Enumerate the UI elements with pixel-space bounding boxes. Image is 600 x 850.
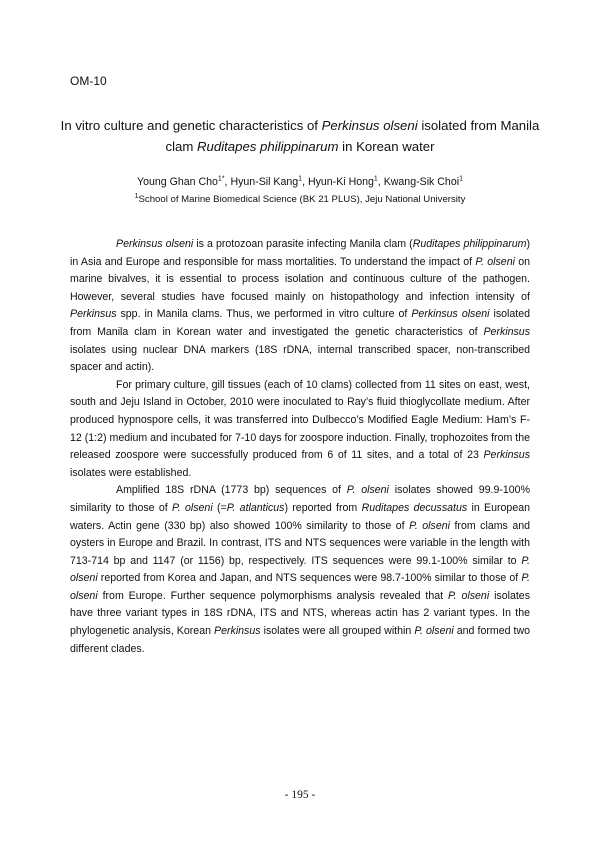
- paragraph-text: spp. in Manila clams. Thus, we performed in vitro culture of: [116, 308, 412, 321]
- title-text: isolated from Manila: [417, 118, 540, 133]
- paragraph-text: isolates showed 99.9-100% similarity to those of: [70, 484, 530, 514]
- italic-term: Perkinsus olseni: [411, 308, 490, 321]
- paragraph-text: from clams and oysters in Europe and Brazil. In contrast, ITS and NTS sequences were variable in the length with 713-714 bp and 1147 (or 1156) bp, respectively. ITS sequences were 99.1-100% similar to: [70, 519, 531, 567]
- page-number: - 195 -: [284, 789, 316, 801]
- paragraph-text: isolates using nuclear DNA markers (18S rDNA, internal transcribed spacer, non-transcribed spacer and actin).: [70, 343, 530, 374]
- author-affiliation-mark: 1*: [217, 175, 225, 183]
- title-text: in Korean water: [338, 139, 435, 154]
- author-affiliation-mark: 1: [373, 175, 378, 183]
- italic-term: P. olseni: [409, 519, 450, 532]
- author-name: Hyun-Sil Kang: [230, 176, 299, 188]
- italic-term: Perkinsus: [483, 325, 530, 338]
- author-affiliation-mark: 1: [459, 175, 463, 183]
- title-text: In vitro culture and genetic characteristics of: [60, 118, 322, 133]
- paragraph-text: and formed two different clades.: [70, 625, 531, 655]
- italic-term: Perkinsus: [214, 625, 261, 638]
- italic-term: Perkinsus: [483, 449, 530, 462]
- italic-term: P. atlanticus: [226, 501, 285, 514]
- paragraph-text: For primary culture, gill tissues (each of 10 clams) collected from 11 sites on east, west, south and Jeju Island in October, 2010 were inoculated to Ray’s fluid thioglycollate medium. After produced hypnospore cells, it was transferred into Dulbecco’s Modified Eagle Medium: Ham’s F-12 (1:2) medium and incubated for 7-10 days for zoospore induction. Finally, trophozoites from the released zoospore were successfully produced from 6 of 11 sites, and a total of 23: [70, 378, 530, 462]
- paper-title: [60, 115, 540, 157]
- paragraph-text: ) reported from: [284, 501, 362, 514]
- abstract-code: OM-10: [70, 74, 107, 88]
- paragraph-text: isolated from Manila clam in Korean water and investigated the genetic characteristics of: [70, 308, 530, 338]
- italic-term: P. olseni: [475, 255, 515, 268]
- author-affiliation-mark: 1: [298, 175, 303, 183]
- italic-term: P. olseni: [414, 625, 454, 638]
- paragraph-text: is a protozoan parasite infecting Manila clam (: [193, 238, 413, 250]
- paragraph-text: (=: [212, 501, 227, 514]
- italic-term: Perkinsus olseni: [116, 238, 194, 250]
- abstract-paragraph: [70, 482, 530, 658]
- affiliation: [60, 194, 540, 205]
- italic-term: P. olseni: [172, 501, 213, 514]
- paragraph-text: Amplified 18S rDNA (1773 bp) sequences of: [116, 484, 347, 497]
- author-name: Kwang-Sik Choi: [383, 176, 460, 188]
- italic-term: Ruditapes philippinarum: [412, 238, 527, 250]
- paragraph-text: reported from Korea and Japan, and NTS sequences were 98.7-100% similar to those of: [97, 572, 522, 585]
- paragraph-text: isolates have three variant types in 18S rDNA, ITS and NTS, whereas actin has 2 variant types. In the phylogenetic analysis, Korean: [70, 589, 530, 638]
- italic-term: P. olseni: [346, 484, 389, 497]
- paragraph-text: isolates were all grouped within: [260, 625, 415, 638]
- author-name: Young Ghan Cho: [137, 176, 218, 188]
- italic-term: P. olseni: [447, 589, 490, 602]
- paragraph-text: from Europe. Further sequence polymorphisms analysis revealed that: [97, 589, 448, 602]
- title-text: clam: [165, 139, 197, 154]
- italic-term: P. olseni: [70, 554, 530, 585]
- affiliation-mark: 1: [134, 192, 139, 200]
- paragraph-text: on marine bivalves, it is essential to process isolation and continuous culture of the pathogen. However, several studies have focused mainly on histopathology and infection intensity of: [70, 255, 531, 303]
- abstract-paragraph: [70, 236, 530, 377]
- abstract-paragraph: [70, 377, 530, 483]
- author-name: Hyun-Ki Hong: [307, 176, 374, 188]
- italic-term: P. olseni: [70, 572, 530, 602]
- paragraph-text: isolates were established.: [70, 466, 192, 479]
- affiliation-text: School of Marine Biomedical Science (BK 21 PLUS), Jeju National University: [138, 194, 466, 205]
- title-species-italic: Ruditapes philippinarum: [197, 139, 339, 154]
- author-list: Young Ghan Cho$^{1*}$, Hyun-Sil Kang$^1$, Hyun-Ki Hong$^1$, Kwang-Sik Choi$^1$: [137, 175, 463, 188]
- title-species-italic: Perkinsus olseni: [321, 118, 418, 133]
- italic-term: Perkinsus: [70, 308, 117, 321]
- abstract-body: [70, 236, 530, 658]
- paragraph-text: in European waters. Actin gene (330 bp) also showed 100% similarity to those of: [70, 501, 530, 532]
- italic-term: Ruditapes decussatus: [361, 501, 468, 514]
- paragraph-text: ) in Asia and Europe and responsible for mass mortalities. To understand the impact of: [70, 238, 530, 268]
